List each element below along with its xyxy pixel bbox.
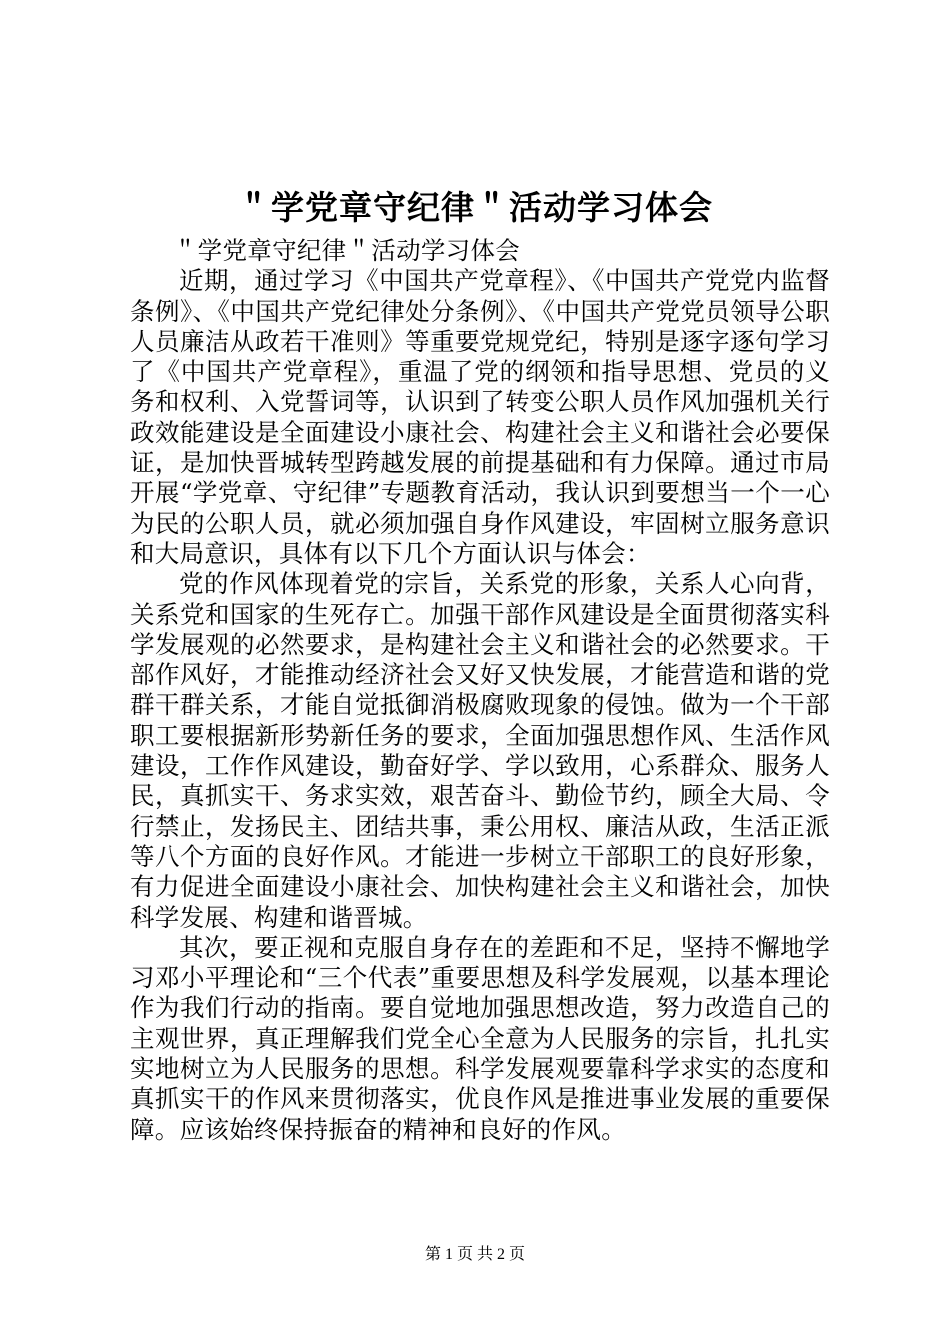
- document-body: [130, 236, 830, 1145]
- document-subtitle: ＂学党章守纪律＂活动学习体会: [172, 236, 521, 265]
- body-paragraph-3: 其次，要正视和克服自身存在的差距和不足，坚持不懈地学习邓小平理论和“三个代表”重要思想及科学发展观，以基本理论作为我们行动的指南。要自觉地加强思想改造，努力改造自己的主观世界，真正理解我们党全心全意为人民服务的宗旨，扎扎实实地树立为人民服务的思想。科学发展观要靠科学求实的态度和真抓实干的作风来贯彻落实，优良作风是推进事业发展的重要保障。应该始终保持振奋的精神和良好的作风。: [130, 932, 830, 1144]
- page-number-footer: 第 1 页 共 2 页: [424, 1246, 525, 1263]
- body-paragraph-2: 党的作风体现着党的宗旨，关系党的形象，关系人心向背，关系党和国家的生死存亡。加强干部作风建设是全面贯彻落实科学发展观的必然要求，是构建社会主义和谐社会的必然要求。干部作风好，才能推动经济社会又好又快发展，才能营造和谐的党群干群关系，才能自觉抵御消极腐败现象的侵蚀。做为一个干部职工要根据新形势新任务的要求，全面加强思想作风、生活作风建设，工作作风建设，勤奋好学、学以致用，心系群众、服务人民，真抓实干、务求实效，艰苦奋斗、勤俭节约，顾全大局、令行禁止，发扬民主、团结共事，秉公用权、廉洁从政，生活正派等八个方面的良好作风。才能进一步树立干部职工的良好形象，有力促进全面建设小康社会、加快构建社会主义和谐社会，加快科学发展、构建和谐晋城。: [130, 569, 830, 932]
- body-paragraph-1: 近期，通过学习《中国共产党章程》、《中国共产党党内监督条例》、《中国共产党纪律处分条例》、《中国共产党党员领导公职人员廉洁从政若干准则》等重要党规党纪，特别是逐字逐句学习了《中国共产党章程》，重温了党的纲领和指导思想、党员的义务和权利、入党誓词等，认识到了转变公职人员作风加强机关行政效能建设是全面建设小康社会、构建社会主义和谐社会必要保证，是加快晋城转型跨越发展的前提基础和有力保障。通过市局开展“学党章、守纪律”专题教育活动，我认识到要想当一个一心为民的公职人员，就必须加强自身作风建设，牢固树立服务意识和大局意识，具体有以下几个方面认识与体会：: [130, 266, 830, 568]
- document-title: ＂学党章守纪律＂活动学习体会: [237, 188, 713, 227]
